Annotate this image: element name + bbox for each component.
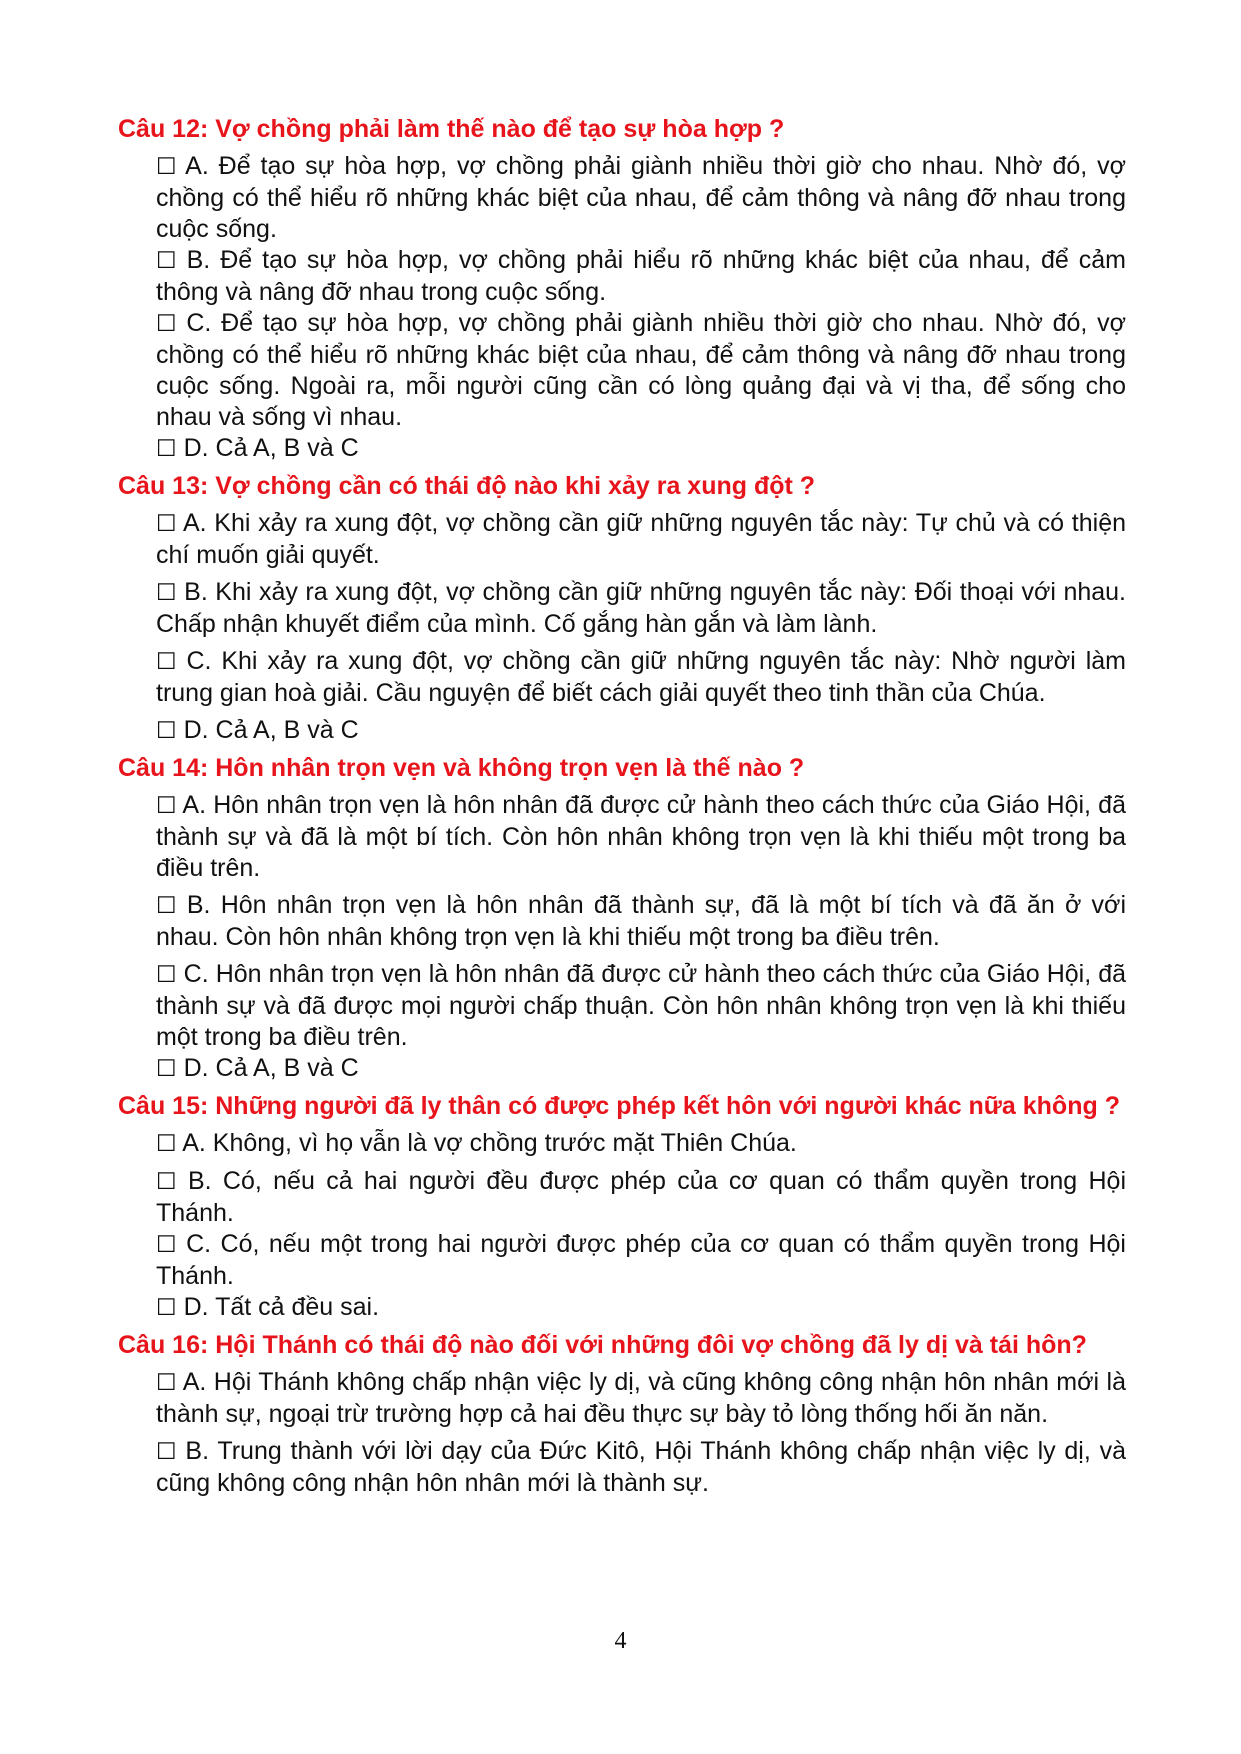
checkbox-icon[interactable]: ☐ (156, 649, 177, 675)
question-title: Câu 14: Hôn nhân trọn vẹn và không trọn vẹn là thế nào ? (118, 754, 805, 782)
checkbox-icon[interactable]: ☐ (156, 311, 177, 337)
answer-option[interactable] (156, 1053, 1126, 1085)
checkbox-icon[interactable]: ☐ (156, 962, 177, 988)
checkbox-icon[interactable]: ☐ (156, 1169, 177, 1195)
question-title: Câu 13: Vợ chồng cần có thái độ nào khi xảy ra xung đột ? (118, 472, 816, 500)
answer-option[interactable] (156, 646, 1126, 709)
answer-option[interactable] (156, 433, 1126, 465)
option-text: D. Cả A, B và C (183, 434, 359, 462)
option-text: C. Hôn nhân trọn vẹn là hôn nhân đã được cử hành theo cách thức của Giáo Hội, đã thành sự và đã được mọi người chấp thuận. Còn hôn nhân không trọn vẹn là khi thiếu một trong ba điều trên. (156, 960, 1127, 1051)
answer-option[interactable] (156, 508, 1126, 571)
option-text: A. Để tạo sự hòa hợp, vợ chồng phải giành nhiều thời giờ cho nhau. Nhờ đó, vợ chồng có thể hiểu rõ những khác biệt của nhau, để cảm thông và nâng đỡ nhau trong cuộc sống. (156, 152, 1126, 243)
option-text: B. Trung thành với lời dạy của Đức Kitô, Hội Thánh không chấp nhận việc ly dị, và cũng không công nhận hôn nhân mới là thành sự. (156, 1437, 1126, 1497)
answer-option[interactable] (156, 1292, 1126, 1324)
answer-option[interactable] (156, 245, 1126, 308)
option-text: A. Không, vì họ vẫn là vợ chồng trước mặt Thiên Chúa. (182, 1129, 797, 1157)
answer-option[interactable] (156, 1367, 1126, 1430)
checkbox-icon[interactable]: ☐ (156, 1370, 177, 1396)
option-text: B. Hôn nhân trọn vẹn là hôn nhân đã thành sự, đã là một bí tích và đã ăn ở với nhau. Còn hôn nhân không trọn vẹn là khi thiếu một trong ba điều trên. (156, 891, 1127, 951)
checkbox-icon[interactable]: ☐ (156, 248, 177, 274)
option-text: B. Khi xảy ra xung đột, vợ chồng cần giữ những nguyên tắc này: Đối thoại với nhau. Chấp nhận khuyết điểm của mình. Cố gắng hàn gắn và làm lành. (156, 578, 1127, 638)
answer-option[interactable] (156, 308, 1126, 433)
checkbox-icon[interactable]: ☐ (156, 893, 177, 919)
checkbox-icon[interactable]: ☐ (156, 1295, 177, 1321)
checkbox-icon[interactable]: ☐ (156, 1131, 177, 1157)
answer-option[interactable] (156, 1166, 1126, 1229)
checkbox-icon[interactable]: ☐ (156, 154, 177, 180)
question-list (118, 114, 1126, 1505)
answer-option[interactable] (156, 1436, 1126, 1499)
page-number: 4 (614, 1628, 627, 1654)
option-text: C. Có, nếu một trong hai người được phép của cơ quan có thẩm quyền trong Hội Thánh. (156, 1230, 1126, 1290)
checkbox-icon[interactable]: ☐ (156, 580, 177, 606)
question-title: Câu 15: Những người đã ly thân có được phép kết hôn với người khác nữa không ? (118, 1092, 1120, 1120)
answer-option[interactable] (156, 715, 1126, 747)
question-title: Câu 12: Vợ chồng phải làm thế nào để tạo sự hòa hợp ? (118, 115, 785, 143)
answer-option[interactable] (156, 151, 1126, 245)
option-text: C. Để tạo sự hòa hợp, vợ chồng phải giành nhiều thời giờ cho nhau. Nhờ đó, vợ chồng có thể hiểu rõ những khác biệt của nhau, để cảm thông và nâng đỡ nhau trong cuộc sống. Ngoài ra, mỗi người cũng cần có lòng quảng đại và vị tha, để sống cho nhau và sống vì nhau. (156, 309, 1126, 431)
checkbox-icon[interactable]: ☐ (156, 793, 177, 819)
option-text: A. Hội Thánh không chấp nhận việc ly dị, và cũng không công nhận hôn nhân mới là thành sự, ngoại trừ trường hợp cả hai đều thực sự bày tỏ lòng thống hối ăn năn. (156, 1368, 1126, 1428)
option-text: D. Cả A, B và C (183, 1054, 359, 1082)
answer-option[interactable] (156, 577, 1126, 640)
option-text: A. Hôn nhân trọn vẹn là hôn nhân đã được cử hành theo cách thức của Giáo Hội, đã thành sự và đã là một bí tích. Còn hôn nhân không trọn vẹn là khi thiếu một trong ba điều trên. (156, 791, 1126, 882)
option-text: B. Có, nếu cả hai người đều được phép của cơ quan có thẩm quyền trong Hội Thánh. (156, 1167, 1126, 1227)
checkbox-icon[interactable]: ☐ (156, 1439, 177, 1465)
answer-option[interactable] (156, 890, 1126, 953)
option-text: A. Khi xảy ra xung đột, vợ chồng cần giữ những nguyên tắc này: Tự chủ và có thiện chí muốn giải quyết. (156, 509, 1126, 569)
answer-option[interactable] (156, 1128, 1126, 1160)
option-text: B. Để tạo sự hòa hợp, vợ chồng phải hiểu rõ những khác biệt của nhau, để cảm thông và nâng đỡ nhau trong cuộc sống. (156, 246, 1126, 306)
checkbox-icon[interactable]: ☐ (156, 436, 177, 462)
checkbox-icon[interactable]: ☐ (156, 1232, 177, 1258)
checkbox-icon[interactable]: ☐ (156, 1056, 177, 1082)
answer-option[interactable] (156, 790, 1126, 884)
question-title: Câu 16: Hội Thánh có thái độ nào đối với những đôi vợ chồng đã ly dị và tái hôn? (118, 1331, 1087, 1359)
option-text: D. Cả A, B và C (183, 716, 359, 744)
option-text: C. Khi xảy ra xung đột, vợ chồng cần giữ những nguyên tắc này: Nhờ người làm trung gian hoà giải. Cầu nguyện để biết cách giải quyết theo tinh thần của Chúa. (156, 647, 1126, 707)
checkbox-icon[interactable]: ☐ (156, 718, 177, 744)
answer-option[interactable] (156, 1229, 1126, 1292)
checkbox-icon[interactable]: ☐ (156, 511, 177, 537)
answer-option[interactable] (156, 959, 1126, 1053)
option-text: D. Tất cả đều sai. (183, 1293, 380, 1321)
